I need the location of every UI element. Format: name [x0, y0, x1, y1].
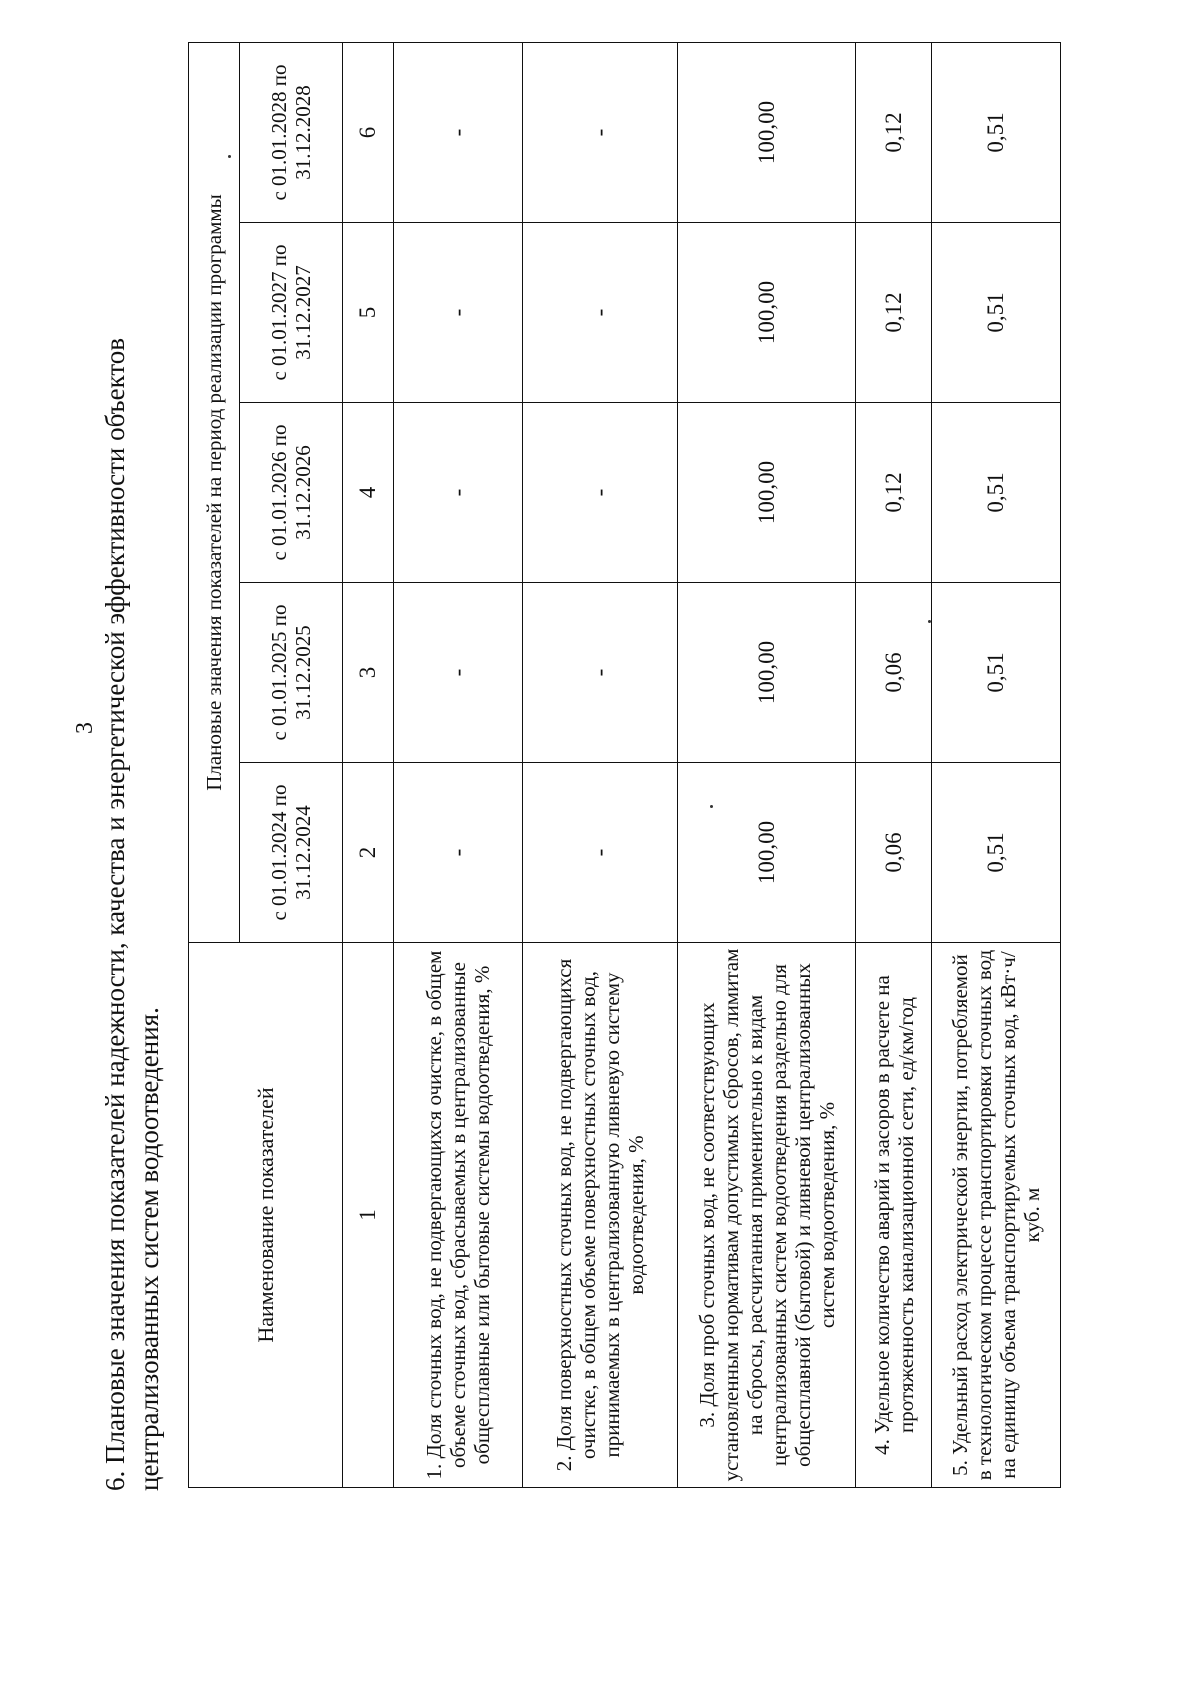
section-heading — [98, 11, 166, 1491]
indicator-value: 100,00 — [678, 583, 856, 763]
column-number: 1 — [343, 943, 394, 1488]
indicator-value: 0,06 — [856, 583, 932, 763]
table-row — [678, 43, 856, 1488]
indicator-value: - — [523, 223, 678, 403]
indicator-value: 0,12 — [856, 403, 932, 583]
section-heading-line-2: централизованных систем водоотведения. — [134, 1007, 164, 1491]
column-number: 6 — [343, 43, 394, 223]
indicator-value: - — [394, 43, 523, 223]
column-number: 4 — [343, 403, 394, 583]
indicator-value: - — [394, 583, 523, 763]
column-number: 3 — [343, 583, 394, 763]
indicator-value: 0,06 — [856, 763, 932, 943]
indicator-value: - — [523, 403, 678, 583]
indicator-value: - — [394, 763, 523, 943]
indicator-value: 100,00 — [678, 43, 856, 223]
indicator-value: - — [523, 763, 678, 943]
table-row — [394, 43, 523, 1488]
indicator-value: 0,51 — [932, 223, 1061, 403]
indicator-value: 100,00 — [678, 223, 856, 403]
indicator-name: 5. Удельный расход электрической энергии, потребляемой в технологическом процессе транспортировки сточных вод на единицу объема транспортируемых сточных вод, кВт·ч/куб. м — [932, 943, 1061, 1488]
header-plan-period: Плановые значения показателей на период реализации программы — [189, 43, 240, 943]
column-number: 2 — [343, 763, 394, 943]
indicator-value: 0,51 — [932, 43, 1061, 223]
indicator-value: 0,12 — [856, 43, 932, 223]
table-row — [856, 43, 932, 1488]
indicator-value: 0,12 — [856, 223, 932, 403]
table-row — [523, 43, 678, 1488]
table-row — [932, 43, 1061, 1488]
indicator-name: 3. Доля проб сточных вод, не соответствующих установленным нормативам допустимых сбросов, лимитам на сбросы, рассчитанная применительно к видам централизованных систем водоотведения раздельно для общесплавной (бытовой) и ливневой централизованных систем водоотведения, % — [678, 943, 856, 1488]
indicator-value: 0,51 — [932, 583, 1061, 763]
indicator-name: 4. Удельное количество аварий и засоров в расчете на протяженность канализационной сети, ед/км/год — [856, 943, 932, 1488]
indicator-value: - — [394, 403, 523, 583]
page-number: 3 — [72, 722, 98, 734]
indicator-value: 0,51 — [932, 763, 1061, 943]
header-period-2024: с 01.01.2024 по 31.12.2024 — [240, 763, 343, 943]
column-number: 5 — [343, 223, 394, 403]
header-period-2025: с 01.01.2025 по 31.12.2025 — [240, 583, 343, 763]
indicator-name: 2. Доля поверхностных сточных вод, не подвергающихся очистке, в общем объеме поверхностных сточных вод, принимаемых в централизованную ливневую систему водоотведения, % — [523, 943, 678, 1488]
indicators-table — [188, 42, 1061, 1488]
table-column-number-row — [343, 43, 394, 1488]
indicator-name: 1. Доля сточных вод, не подвергающихся очистке, в общем объеме сточных вод, сбрасываемых в централизованные общесплавные или бытовые системы водоотведения, % — [394, 943, 523, 1488]
section-heading-line-1: 6. Плановые значения показателей надежности, качества и энергетической эффективности объектов — [100, 337, 130, 1491]
indicator-value: 100,00 — [678, 763, 856, 943]
header-period-2026: с 01.01.2026 по 31.12.2026 — [240, 403, 343, 583]
header-period-2027: с 01.01.2027 по 31.12.2027 — [240, 223, 343, 403]
indicator-value: - — [523, 43, 678, 223]
indicator-value: 0,51 — [932, 403, 1061, 583]
indicator-value: - — [523, 583, 678, 763]
header-indicator-name: Наименование показателей — [189, 943, 343, 1488]
indicator-value: 100,00 — [678, 403, 856, 583]
indicator-value: - — [394, 223, 523, 403]
header-period-2028: с 01.01.2028 по 31.12.2028 — [240, 43, 343, 223]
table-header-row — [189, 43, 240, 1488]
